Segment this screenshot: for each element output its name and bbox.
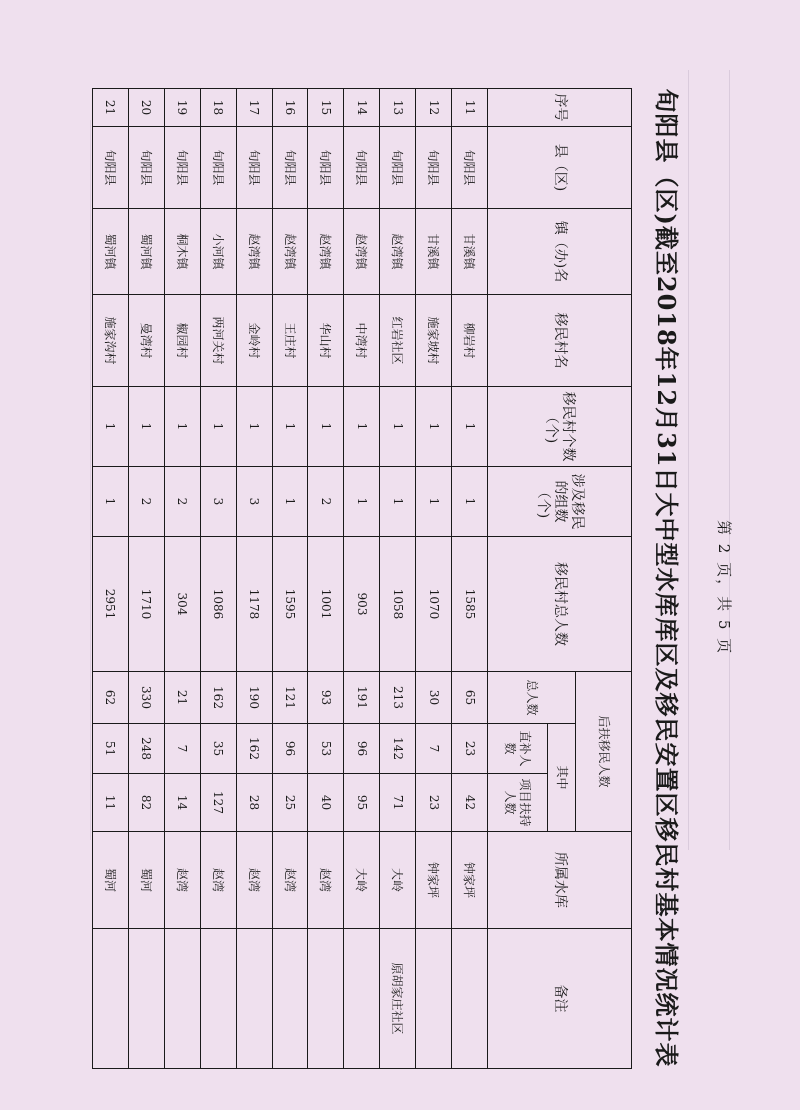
col-support-total: 总人数 xyxy=(488,672,576,724)
table-row xyxy=(308,89,344,1069)
table-row xyxy=(344,89,380,1069)
cell-total-pop: 1710 xyxy=(128,537,164,672)
col-total-pop: 移民村总人数 xyxy=(488,537,632,672)
col-seq: 序号 xyxy=(488,89,632,127)
cell-support-total: 93 xyxy=(308,672,344,724)
cell-seq: 18 xyxy=(200,89,236,127)
cell-town: 蜀河镇 xyxy=(128,209,164,295)
table-row xyxy=(200,89,236,1069)
cell-reservoir: 赵湾 xyxy=(164,832,200,929)
cell-groups: 3 xyxy=(236,467,272,537)
header-row xyxy=(576,89,632,1069)
cell-project: 82 xyxy=(128,774,164,832)
cell-reservoir: 赵湾 xyxy=(272,832,308,929)
cell-direct: 142 xyxy=(380,724,416,774)
cell-village: 华山村 xyxy=(308,295,344,387)
cell-direct: 7 xyxy=(416,724,452,774)
table-row xyxy=(236,89,272,1069)
cell-county: 旬阳县 xyxy=(164,127,200,209)
cell-project: 71 xyxy=(380,774,416,832)
cell-groups: 1 xyxy=(93,467,129,537)
cell-support-total: 21 xyxy=(164,672,200,724)
table-row xyxy=(452,89,488,1069)
cell-remark: 原胡家庄社区 xyxy=(380,929,416,1069)
col-groups: 涉及移民的组数（个) xyxy=(488,467,632,537)
cell-town: 赵湾镇 xyxy=(308,209,344,295)
cell-groups: 2 xyxy=(128,467,164,537)
cell-village: 王庄村 xyxy=(272,295,308,387)
cell-total-pop: 1070 xyxy=(416,537,452,672)
cell-project: 23 xyxy=(416,774,452,832)
cell-seq: 12 xyxy=(416,89,452,127)
cell-village: 两河关村 xyxy=(200,295,236,387)
cell-county: 旬阳县 xyxy=(452,127,488,209)
cell-seq: 17 xyxy=(236,89,272,127)
cell-village: 中湾村 xyxy=(344,295,380,387)
table-row xyxy=(164,89,200,1069)
cell-county: 旬阳县 xyxy=(93,127,129,209)
table-body xyxy=(93,89,488,1069)
cell-town: 赵湾镇 xyxy=(380,209,416,295)
cell-village: 红岩社区 xyxy=(380,295,416,387)
cell-reservoir: 钟家坪 xyxy=(416,832,452,929)
show-through-marks-left xyxy=(60,120,91,840)
cell-remark xyxy=(93,929,129,1069)
cell-groups: 1 xyxy=(344,467,380,537)
cell-direct: 23 xyxy=(452,724,488,774)
cell-direct: 162 xyxy=(236,724,272,774)
cell-town: 甘溪镇 xyxy=(416,209,452,295)
cell-village-count: 1 xyxy=(308,387,344,467)
cell-reservoir: 赵湾 xyxy=(200,832,236,929)
cell-direct: 35 xyxy=(200,724,236,774)
cell-village-count: 1 xyxy=(236,387,272,467)
col-of-which: 其中 xyxy=(548,724,576,832)
cell-county: 旬阳县 xyxy=(380,127,416,209)
cell-town: 桐木镇 xyxy=(164,209,200,295)
cell-total-pop: 903 xyxy=(344,537,380,672)
cell-village: 施家坡村 xyxy=(416,295,452,387)
cell-project: 95 xyxy=(344,774,380,832)
table-row xyxy=(93,89,129,1069)
cell-village-count: 1 xyxy=(344,387,380,467)
col-direct: 直补人数 xyxy=(488,724,548,774)
cell-support-total: 190 xyxy=(236,672,272,724)
cell-remark xyxy=(272,929,308,1069)
cell-support-total: 330 xyxy=(128,672,164,724)
cell-project: 14 xyxy=(164,774,200,832)
col-support-group: 后扶移民人数 xyxy=(576,672,632,832)
cell-project: 25 xyxy=(272,774,308,832)
cell-remark xyxy=(416,929,452,1069)
table-row xyxy=(128,89,164,1069)
cell-groups: 1 xyxy=(272,467,308,537)
cell-support-total: 213 xyxy=(380,672,416,724)
cell-direct: 7 xyxy=(164,724,200,774)
col-town: 镇（办)名 xyxy=(488,209,632,295)
cell-seq: 11 xyxy=(452,89,488,127)
cell-direct: 248 xyxy=(128,724,164,774)
rotated-document-sheet xyxy=(90,88,700,1068)
cell-village-count: 1 xyxy=(452,387,488,467)
col-remark: 备注 xyxy=(488,929,632,1069)
cell-total-pop: 1595 xyxy=(272,537,308,672)
cell-direct: 53 xyxy=(308,724,344,774)
cell-support-total: 191 xyxy=(344,672,380,724)
cell-county: 旬阳县 xyxy=(128,127,164,209)
cell-seq: 19 xyxy=(164,89,200,127)
cell-total-pop: 1086 xyxy=(200,537,236,672)
cell-village-count: 1 xyxy=(128,387,164,467)
cell-total-pop: 304 xyxy=(164,537,200,672)
cell-remark xyxy=(128,929,164,1069)
cell-support-total: 121 xyxy=(272,672,308,724)
cell-village: 曼湾村 xyxy=(128,295,164,387)
cell-village: 施家沟村 xyxy=(93,295,129,387)
cell-project: 42 xyxy=(452,774,488,832)
cell-groups: 2 xyxy=(308,467,344,537)
cell-county: 旬阳县 xyxy=(236,127,272,209)
cell-reservoir: 大岭 xyxy=(380,832,416,929)
cell-village-count: 1 xyxy=(416,387,452,467)
cell-groups: 1 xyxy=(380,467,416,537)
cell-total-pop: 2951 xyxy=(93,537,129,672)
cell-remark xyxy=(308,929,344,1069)
cell-project: 11 xyxy=(93,774,129,832)
cell-county: 旬阳县 xyxy=(308,127,344,209)
cell-project: 28 xyxy=(236,774,272,832)
cell-seq: 21 xyxy=(93,89,129,127)
cell-county: 旬阳县 xyxy=(272,127,308,209)
cell-town: 小河镇 xyxy=(200,209,236,295)
document-title: 旬阳县（区)截至2018年12月31日大中型水库库区及移民安置区移民村基本情况统计表 xyxy=(652,88,681,1068)
cell-seq: 14 xyxy=(344,89,380,127)
col-village: 移民村名 xyxy=(488,295,632,387)
col-county: 县（区) xyxy=(488,127,632,209)
cell-reservoir: 钟家坪 xyxy=(452,832,488,929)
col-project: 项目扶持人数 xyxy=(488,774,548,832)
cell-total-pop: 1001 xyxy=(308,537,344,672)
col-village-count: 移民村个数（个) xyxy=(488,387,632,467)
cell-support-total: 30 xyxy=(416,672,452,724)
cell-total-pop: 1058 xyxy=(380,537,416,672)
cell-remark xyxy=(200,929,236,1069)
cell-direct: 51 xyxy=(93,724,129,774)
cell-village: 椒园村 xyxy=(164,295,200,387)
cell-village: 柳岩村 xyxy=(452,295,488,387)
cell-county: 旬阳县 xyxy=(200,127,236,209)
cell-seq: 15 xyxy=(308,89,344,127)
cell-groups: 1 xyxy=(452,467,488,537)
cell-village: 金岭村 xyxy=(236,295,272,387)
cell-seq: 20 xyxy=(128,89,164,127)
cell-groups: 3 xyxy=(200,467,236,537)
cell-reservoir: 蜀河 xyxy=(128,832,164,929)
cell-village-count: 1 xyxy=(380,387,416,467)
cell-direct: 96 xyxy=(272,724,308,774)
cell-remark xyxy=(344,929,380,1069)
cell-town: 赵湾镇 xyxy=(344,209,380,295)
cell-town: 甘溪镇 xyxy=(452,209,488,295)
cell-village-count: 1 xyxy=(164,387,200,467)
cell-remark xyxy=(236,929,272,1069)
cell-reservoir: 蜀河 xyxy=(93,832,129,929)
col-reservoir: 所属水库 xyxy=(488,832,632,929)
table-row xyxy=(416,89,452,1069)
cell-county: 旬阳县 xyxy=(344,127,380,209)
cell-project: 127 xyxy=(200,774,236,832)
cell-support-total: 162 xyxy=(200,672,236,724)
cell-total-pop: 1585 xyxy=(452,537,488,672)
cell-total-pop: 1178 xyxy=(236,537,272,672)
cell-project: 40 xyxy=(308,774,344,832)
cell-remark xyxy=(164,929,200,1069)
cell-groups: 1 xyxy=(416,467,452,537)
cell-groups: 2 xyxy=(164,467,200,537)
cell-support-total: 65 xyxy=(452,672,488,724)
cell-reservoir: 赵湾 xyxy=(308,832,344,929)
cell-direct: 96 xyxy=(344,724,380,774)
cell-seq: 13 xyxy=(380,89,416,127)
cell-village-count: 1 xyxy=(93,387,129,467)
cell-town: 蜀河镇 xyxy=(93,209,129,295)
cell-seq: 16 xyxy=(272,89,308,127)
cell-village-count: 1 xyxy=(272,387,308,467)
cell-town: 赵湾镇 xyxy=(272,209,308,295)
statistics-table xyxy=(92,88,632,1069)
table-row xyxy=(380,89,416,1069)
cell-county: 旬阳县 xyxy=(416,127,452,209)
cell-town: 赵湾镇 xyxy=(236,209,272,295)
cell-reservoir: 大岭 xyxy=(344,832,380,929)
cell-reservoir: 赵湾 xyxy=(236,832,272,929)
table-row xyxy=(272,89,308,1069)
cell-village-count: 1 xyxy=(200,387,236,467)
page-footer: 第 2 页，共 5 页 xyxy=(715,520,733,656)
cell-remark xyxy=(452,929,488,1069)
cell-support-total: 62 xyxy=(93,672,129,724)
